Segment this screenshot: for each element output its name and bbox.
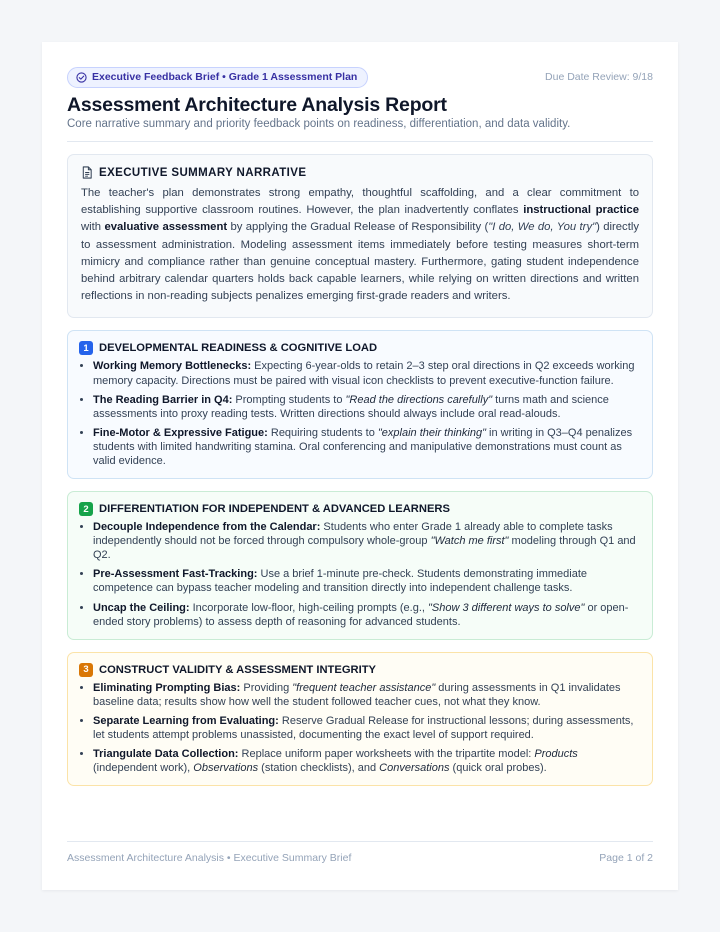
section-list [79, 681, 640, 776]
item-text: turns math and science assessments into proxy reading tests. Written directions should always include oral read-alouds. [93, 393, 609, 420]
list-item [93, 520, 640, 562]
summary-emphasis: evaluative assessment [104, 221, 228, 234]
list-item [93, 359, 640, 387]
item-title: Eliminating Prompting Bias: [93, 681, 241, 694]
item-title: Pre-Assessment Fast-Tracking: [93, 568, 258, 581]
summary-header [81, 166, 639, 179]
item-emphasis: Observations [193, 762, 259, 775]
item-title: Working Memory Bottlenecks: [93, 360, 252, 373]
item-quote: "Watch me first" [430, 535, 509, 548]
list-item [93, 426, 640, 468]
executive-summary-card [67, 154, 653, 318]
page-subtitle: Core narrative summary and priority feedback points on readiness, differentiation, and data validity. [67, 118, 571, 130]
section-number-badge: 2 [79, 502, 93, 516]
item-text: (independent work), [93, 762, 194, 775]
summary-paragraph [81, 185, 639, 305]
item-emphasis: Products [534, 748, 578, 761]
item-text: Providing [240, 681, 293, 694]
list-item [93, 681, 640, 709]
item-quote: "frequent teacher assistance" [292, 681, 436, 694]
page-title: Assessment Architecture Analysis Report [67, 94, 447, 116]
section-list [79, 520, 640, 629]
list-item [93, 393, 640, 421]
item-text: or open-ended story problems) to assess depth of reasoning for advanced students. [93, 601, 629, 628]
section-heading: DIFFERENTIATION FOR INDEPENDENT & ADVANCED LEARNERS [99, 503, 450, 516]
page-number: Page 1 of 2 [599, 852, 653, 864]
summary-text: by applying the Gradual Release of Responsibility ( [227, 221, 489, 234]
item-quote: "explain their thinking" [377, 426, 486, 439]
footer-title: Assessment Architecture Analysis • Executive Summary Brief [67, 852, 352, 864]
item-text: (station checklists), and [258, 762, 380, 775]
section-developmental-readiness [67, 330, 653, 479]
summary-heading: EXECUTIVE SUMMARY NARRATIVE [99, 166, 307, 179]
list-item [93, 601, 640, 629]
item-title: Separate Learning from Evaluating: [93, 714, 279, 727]
section-differentiation [67, 491, 653, 640]
section-header [79, 502, 640, 516]
item-text: Incorporate low-floor, high-ceiling prompts (e.g., [189, 601, 429, 614]
item-quote: "Show 3 different ways to solve" [428, 601, 585, 614]
item-quote: "Read the directions carefully" [345, 393, 493, 406]
item-text: Expecting 6-year-olds to retain 2–3 step oral directions in Q2 exceeds working memory capacity. Directions must be paired with visual icon checklists to prevent executive-function failure. [93, 360, 635, 387]
item-text: Reserve Gradual Release for instructional lessons; during assessments, let students attempt problems unassisted, documenting the exact level of support required. [93, 714, 634, 742]
summary-emphasis: instructional practice [523, 204, 639, 217]
summary-text: The teacher's plan demonstrates strong empathy, thoughtful scaffolding, and a clear commitment to establishing supportive classroom routines. However, the plan inadvertently conflates [81, 187, 639, 217]
section-number-badge: 1 [79, 341, 93, 355]
check-circle-icon [76, 72, 87, 83]
item-text: during assessments in Q1 invalidates baseline data; results show how well the student followed teacher cues, not what they know. [93, 681, 621, 708]
item-title: The Reading Barrier in Q4: [93, 393, 233, 406]
section-header [79, 341, 640, 355]
item-text: modeling through Q1 and Q2. [93, 535, 636, 562]
section-construct-validity [67, 652, 653, 787]
list-item [93, 747, 640, 775]
list-item [93, 714, 640, 742]
brief-badge [67, 67, 368, 88]
section-number-badge: 3 [79, 663, 93, 677]
document-page [42, 42, 678, 890]
section-heading: CONSTRUCT VALIDITY & ASSESSMENT INTEGRITY [99, 663, 377, 676]
item-text: Requiring students to [267, 426, 378, 439]
item-emphasis: Conversations [379, 762, 450, 775]
brief-badge-label: Executive Feedback Brief • Grade 1 Assessment Plan [92, 71, 358, 83]
item-text: (quick oral probes). [449, 762, 547, 775]
header-divider [67, 141, 653, 142]
document-icon [81, 166, 93, 179]
top-bar [67, 67, 653, 87]
item-text: Students who enter Grade 1 already able to complete tasks independently should not be forced through compulsory whole-group [93, 521, 613, 548]
item-title: Decouple Independence from the Calendar: [93, 521, 321, 534]
item-title: Fine-Motor & Expressive Fatigue: [93, 426, 268, 439]
item-title: Triangulate Data Collection: [93, 748, 239, 761]
summary-text: with [81, 221, 105, 234]
section-list [79, 359, 640, 468]
page-content [67, 67, 653, 890]
section-heading: DEVELOPMENTAL READINESS & COGNITIVE LOAD [99, 342, 378, 355]
section-header [79, 663, 640, 677]
due-date: Due Date Review: 9/18 [545, 71, 653, 83]
footer-divider [67, 841, 653, 842]
item-text: in writing in Q3–Q4 penalizes students with limited handwriting stamina. Oral conferencing and manipulative demonstrations must count as valid evidence. [93, 426, 633, 467]
page-footer [67, 852, 653, 864]
summary-quote: "I do, We do, You try" [488, 221, 597, 234]
item-text: Use a brief 1-minute pre-check. Students demonstrating immediate competence can bypass teacher modeling and transition directly into independent challenge tasks. [93, 568, 587, 595]
item-text: Replace uniform paper worksheets with the tripartite model: [238, 748, 535, 761]
list-item [93, 567, 640, 595]
item-text: Prompting students to [232, 393, 346, 406]
item-title: Uncap the Ceiling: [93, 601, 190, 614]
summary-text: ) directly to assessment administration. Modeling assessment items immediately before testing measures short-term mimicry and compliance rather than genuine conceptual mastery. Furthermore, gating student independence behind arbitrary calendar quarters holds back capable learners, while relying on written directions and written reflections in non-reading subjects penalizes emerging first-grade readers and writers. [81, 221, 640, 303]
